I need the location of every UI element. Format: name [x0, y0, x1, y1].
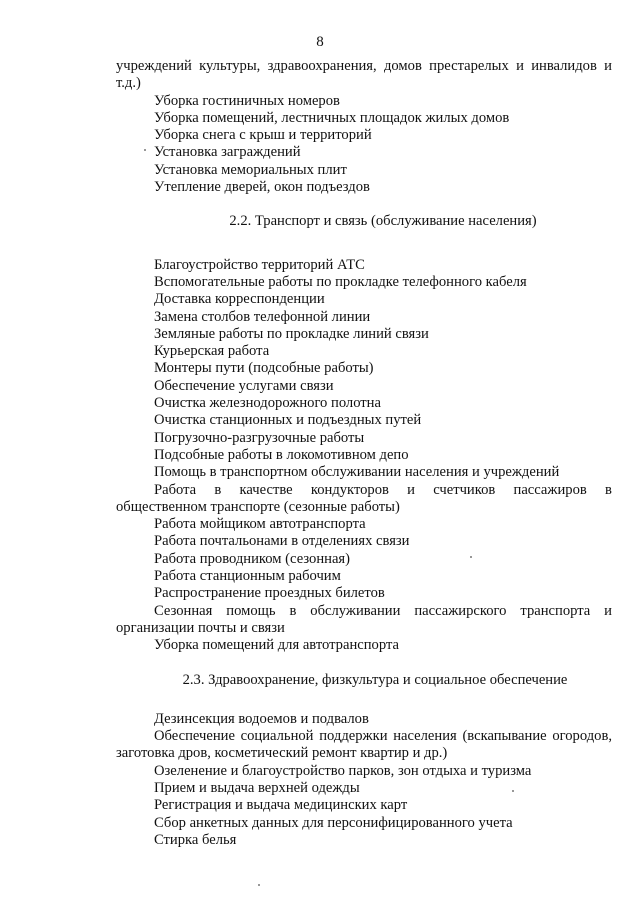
conductor-list-item [116, 482, 612, 517]
word: качестве [239, 481, 293, 498]
list-item: Вспомогательные работы по прокладке телефонного кабеля [154, 273, 527, 290]
list-item: Помощь в транспортном обслуживании населения и учреждений [154, 464, 560, 481]
scan-speck [258, 884, 260, 886]
intro-paragraph: учреждений культуры, здравоохранения, домов престарелых и инвалидов и т.д.) [116, 58, 612, 92]
list-item: Очистка станционных и подъездных путей [154, 412, 422, 429]
conductor-item-first-line [116, 482, 612, 499]
list-item: Озеленение и благоустройство парков, зон отдыха и туризма [154, 762, 532, 779]
scan-speck [512, 790, 514, 792]
word: в [605, 481, 612, 498]
page-number: 8 [316, 34, 324, 50]
list-item: Дезинсекция водоемов и подвалов [154, 710, 369, 727]
list-item: Работа почтальонами в отделениях связи [154, 533, 410, 550]
list-item: Работа проводником (сезонная) [154, 550, 350, 567]
list-item: Прием и выдача верхней одежды [154, 779, 360, 796]
section-2-list [116, 257, 612, 655]
section-1-list [116, 93, 612, 197]
scan-speck [470, 556, 472, 558]
word: кондукторов [310, 481, 389, 498]
list-item: Установка мемориальных плит [154, 161, 347, 178]
word: в [214, 481, 222, 498]
word: и [407, 481, 415, 498]
list-item: Очистка железнодорожного полотна [154, 395, 381, 412]
word: счетчиков [433, 481, 496, 498]
list-item: Уборка помещений для автотранспорта [154, 637, 399, 654]
list-item: Обеспечение услугами связи [154, 377, 334, 394]
list-item: Утепление дверей, окон подъездов [154, 179, 370, 196]
list-item: Установка заграждений [154, 144, 301, 161]
social-support-list-item: Обеспечение социальной поддержки населения (вскапывание огородов, заготовка дров, косметический ремонт квартир и др.) [116, 728, 612, 762]
list-item: Стирка белья [154, 831, 237, 848]
list-item: Доставка корреспонденции [154, 291, 325, 308]
list-item: Работа станционным рабочим [154, 568, 341, 585]
list-item: Сбор анкетных данных для персонифицированного учета [154, 814, 513, 831]
list-item: Подсобные работы в локомотивном депо [154, 446, 409, 463]
list-item: Уборка помещений, лестничных площадок жилых домов [154, 109, 510, 126]
section-3-list [116, 711, 612, 849]
list-item: Монтеры пути (подсобные работы) [154, 360, 374, 377]
scan-speck [144, 149, 146, 151]
conductor-item-continuation: общественном транспорте (сезонные работы) [116, 498, 400, 515]
list-item: Погрузочно-разгрузочные работы [154, 429, 365, 446]
section-heading-2-2: 2.2. Транспорт и связь (обслуживание населения) [229, 213, 537, 230]
list-item: Регистрация и выдача медицинских карт [154, 797, 408, 814]
list-item: Уборка гостиничных номеров [154, 92, 340, 109]
word: пассажиров [513, 481, 587, 498]
section-heading-2-3: 2.3. Здравоохранение, физкультура и социальное обеспечение [182, 671, 568, 688]
list-item: Работа мойщиком автотранспорта [154, 516, 366, 533]
list-item: Благоустройство территорий АТС [154, 256, 365, 273]
list-item: Уборка снега с крыш и территорий [154, 127, 372, 144]
list-item: Земляные работы по прокладке линий связи [154, 325, 429, 342]
list-item: Распространение проездных билетов [154, 585, 385, 602]
seasonal-list-item: Сезонная помощь в обслуживании пассажирского транспорта и организации почты и связи [116, 602, 612, 636]
document-body [116, 58, 612, 849]
word: Работа [154, 481, 197, 498]
list-item: Замена столбов телефонной линии [154, 308, 371, 325]
list-item: Курьерская работа [154, 343, 270, 360]
